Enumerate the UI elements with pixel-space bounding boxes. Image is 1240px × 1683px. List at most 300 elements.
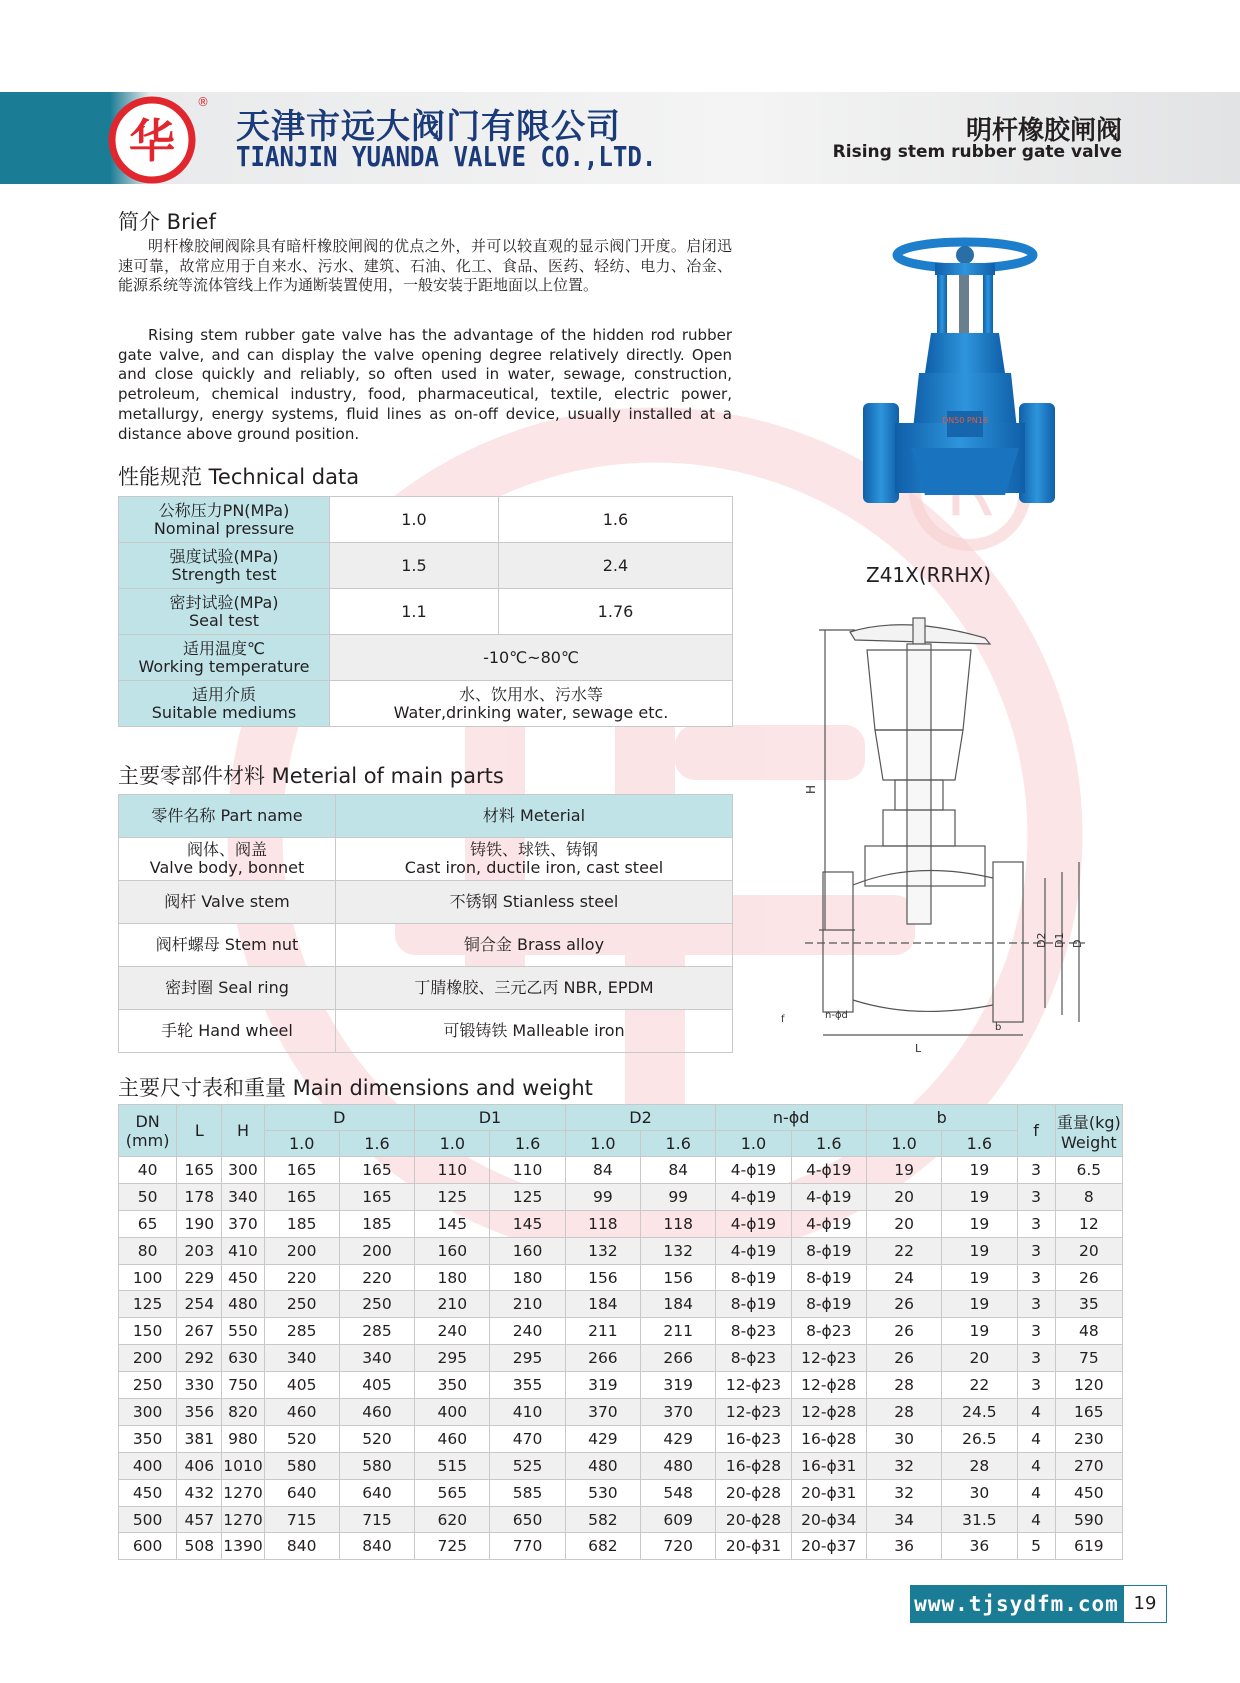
pressure-subheader: 1.6 — [641, 1131, 716, 1157]
table-cell: 200 — [264, 1237, 339, 1264]
table-cell: 132 — [641, 1237, 716, 1264]
table-cell: 4 — [1017, 1506, 1055, 1533]
table-cell: 19 — [942, 1210, 1017, 1237]
table-cell: 99 — [641, 1183, 716, 1210]
table-row — [119, 1399, 1123, 1426]
table-cell: 28 — [866, 1399, 941, 1426]
table-row — [119, 1264, 1123, 1291]
table-cell: 457 — [177, 1506, 222, 1533]
table-cell: 125 — [490, 1183, 565, 1210]
table-cell: 165 — [177, 1157, 222, 1184]
table-cell: 355 — [490, 1372, 565, 1399]
column-header-unit: (mm) — [125, 1130, 170, 1150]
tech-value-cn: 水、饮用水、污水等 — [458, 684, 603, 704]
table-cell: 460 — [339, 1399, 414, 1426]
table-cell: 80 — [119, 1237, 177, 1264]
table-cell: 450 — [119, 1479, 177, 1506]
table-cell: 240 — [415, 1318, 490, 1345]
table-cell: 285 — [264, 1318, 339, 1345]
table-cell: 8-ϕ19 — [791, 1291, 866, 1318]
table-row — [119, 1479, 1123, 1506]
table-cell: 1010 — [222, 1452, 264, 1479]
table-cell: 640 — [339, 1479, 414, 1506]
table-cell: 210 — [415, 1291, 490, 1318]
table-cell: 565 — [415, 1479, 490, 1506]
table-cell: 26 — [866, 1345, 941, 1372]
material: 不锈钢 Stianless steel — [336, 881, 733, 924]
table-cell: 750 — [222, 1372, 264, 1399]
table-cell: 585 — [490, 1479, 565, 1506]
table-cell: 230 — [1055, 1425, 1122, 1452]
table-cell: 16-ϕ28 — [716, 1452, 791, 1479]
table-row — [119, 1157, 1123, 1184]
table-row — [119, 1183, 1123, 1210]
table-cell: 520 — [264, 1425, 339, 1452]
table-cell: 6.5 — [1055, 1157, 1122, 1184]
table-cell: 8-ϕ19 — [791, 1264, 866, 1291]
table-row — [119, 589, 733, 635]
table-cell: 156 — [641, 1264, 716, 1291]
table-cell: 820 — [222, 1399, 264, 1426]
table-cell: 460 — [264, 1399, 339, 1426]
brief-text-en: Rising stem rubber gate valve has the advantage of the hidden rod rubber gate valve, and can display the valve opening degree relatively directly. Open and close quickly and reliably, so often used in water, sewage, construction, petroleum, chemical industry, food, pharmaceutical, textile, electric power, metallurgy, energy systems, fluid lines as on-off device, usually installed at a distance above ground position. — [118, 326, 732, 443]
table-cell: 450 — [222, 1264, 264, 1291]
table-cell: 34 — [866, 1506, 941, 1533]
table-cell: 400 — [119, 1452, 177, 1479]
table-cell: 1270 — [222, 1506, 264, 1533]
table-cell: 26.5 — [942, 1425, 1017, 1452]
table-cell: 19 — [942, 1157, 1017, 1184]
column-header: f — [1017, 1105, 1055, 1157]
table-cell: 619 — [1055, 1533, 1122, 1560]
table-row — [119, 1010, 733, 1053]
parts-heading: 主要零部件材料 Meterial of main parts — [118, 764, 504, 788]
column-header: L — [177, 1105, 222, 1157]
table-cell: 19 — [942, 1183, 1017, 1210]
table-cell: 20 — [942, 1345, 1017, 1372]
table-cell: 4 — [1017, 1479, 1055, 1506]
table-cell: 582 — [565, 1506, 640, 1533]
table-cell: 211 — [565, 1318, 640, 1345]
table-cell: 26 — [1055, 1264, 1122, 1291]
table-row — [119, 681, 733, 727]
table-cell: 185 — [339, 1210, 414, 1237]
table-row — [119, 1506, 1123, 1533]
table-cell: 4-ϕ19 — [791, 1183, 866, 1210]
table-cell: 36 — [866, 1533, 941, 1560]
pressure-subheader: 1.0 — [264, 1131, 339, 1157]
column-header: D1 — [415, 1105, 566, 1131]
tech-value-en: Water,drinking water, sewage etc. — [393, 702, 669, 722]
table-cell: 36 — [942, 1533, 1017, 1560]
table-cell: 16-ϕ28 — [791, 1425, 866, 1452]
table-cell: 19 — [942, 1291, 1017, 1318]
table-cell: 406 — [177, 1452, 222, 1479]
table-cell: 12-ϕ23 — [716, 1399, 791, 1426]
pressure-subheader: 1.6 — [339, 1131, 414, 1157]
material: 丁腈橡胶、三元乙丙 NBR, EPDM — [336, 967, 733, 1010]
tech-value: -10℃~80℃ — [330, 635, 733, 681]
table-cell: 84 — [565, 1157, 640, 1184]
table-cell: 480 — [222, 1291, 264, 1318]
table-cell: 190 — [177, 1210, 222, 1237]
tech-label-cn: 密封试验(MPa) — [169, 592, 279, 612]
table-cell: 580 — [264, 1452, 339, 1479]
table-cell: 410 — [222, 1237, 264, 1264]
company-name-en: TIANJIN YUANDA VALVE CO.,LTD. — [236, 140, 657, 173]
material-cn: 铸铁、球铁、铸钢 — [469, 840, 598, 859]
technical-table — [118, 496, 733, 727]
table-cell: 319 — [641, 1372, 716, 1399]
table-cell: 4-ϕ19 — [791, 1157, 866, 1184]
table-cell: 22 — [866, 1237, 941, 1264]
table-cell: 356 — [177, 1399, 222, 1426]
column-header: b — [866, 1105, 1017, 1131]
table-cell: 12 — [1055, 1210, 1122, 1237]
table-cell: 178 — [177, 1183, 222, 1210]
table-cell: 550 — [222, 1318, 264, 1345]
valve-body-marking: DN50 PN16 — [942, 416, 988, 425]
table-row — [119, 497, 733, 543]
column-header: Weight — [1060, 1132, 1117, 1152]
pressure-subheader: 1.0 — [866, 1131, 941, 1157]
table-cell: 620 — [415, 1506, 490, 1533]
table-cell: 600 — [119, 1533, 177, 1560]
table-cell: 381 — [177, 1425, 222, 1452]
table-cell: 285 — [339, 1318, 414, 1345]
pressure-subheader: 1.0 — [716, 1131, 791, 1157]
table-cell: 28 — [866, 1372, 941, 1399]
tech-value: 1.1 — [330, 589, 499, 635]
table-cell: 8-ϕ19 — [716, 1264, 791, 1291]
table-cell: 3 — [1017, 1318, 1055, 1345]
table-cell: 100 — [119, 1264, 177, 1291]
table-cell: 267 — [177, 1318, 222, 1345]
material: 铜合金 Brass alloy — [336, 924, 733, 967]
table-cell: 3 — [1017, 1372, 1055, 1399]
table-header-row — [119, 1131, 1123, 1157]
table-cell: 20 — [866, 1183, 941, 1210]
table-cell: 650 — [490, 1506, 565, 1533]
table-cell: 12-ϕ23 — [791, 1345, 866, 1372]
table-cell: 500 — [119, 1506, 177, 1533]
table-cell: 165 — [264, 1157, 339, 1184]
table-cell: 340 — [222, 1183, 264, 1210]
table-cell: 125 — [119, 1291, 177, 1318]
table-cell: 292 — [177, 1345, 222, 1372]
table-row — [119, 1452, 1123, 1479]
table-cell: 640 — [264, 1479, 339, 1506]
table-cell: 370 — [641, 1399, 716, 1426]
tech-value: 2.4 — [498, 543, 732, 589]
table-cell: 184 — [641, 1291, 716, 1318]
table-cell: 200 — [119, 1345, 177, 1372]
table-cell: 480 — [565, 1452, 640, 1479]
table-cell: 715 — [339, 1506, 414, 1533]
table-cell: 508 — [177, 1533, 222, 1560]
table-cell: 715 — [264, 1506, 339, 1533]
table-cell: 725 — [415, 1533, 490, 1560]
table-cell: 300 — [222, 1157, 264, 1184]
table-row — [119, 1318, 1123, 1345]
table-row — [119, 1291, 1123, 1318]
column-header: D2 — [565, 1105, 716, 1131]
dim-label-h: H — [804, 784, 818, 794]
table-cell: 8 — [1055, 1183, 1122, 1210]
dim-label-b: b — [995, 1022, 1002, 1033]
table-cell: 3 — [1017, 1291, 1055, 1318]
table-cell: 429 — [565, 1425, 640, 1452]
column-header: 材料 Meterial — [336, 795, 733, 838]
table-cell: 16-ϕ31 — [791, 1452, 866, 1479]
brief-text-cn: 明杆橡胶闸阀除具有暗杆橡胶闸阀的优点之外，并可以较直观的显示阀门开度。启闭迅速可靠，故常应用于自来水、污水、建筑、石油、化工、食品、医药、轻纺、电力、冶金、能源系统等流体管线上作为通断装置使用，一般安装于距地面以上位置。 — [118, 237, 732, 295]
table-row — [119, 881, 733, 924]
dim-label-d2: D2 — [1035, 932, 1048, 948]
table-cell: 26 — [866, 1291, 941, 1318]
part-name: 阀杆螺母 Stem nut — [119, 924, 336, 967]
tech-label-en: Seal test — [188, 610, 260, 630]
tech-value: 1.5 — [330, 543, 499, 589]
table-cell: 520 — [339, 1425, 414, 1452]
table-cell: 4-ϕ19 — [716, 1237, 791, 1264]
table-cell: 32 — [866, 1479, 941, 1506]
table-cell: 1390 — [222, 1533, 264, 1560]
table-cell: 3 — [1017, 1345, 1055, 1372]
table-cell: 156 — [565, 1264, 640, 1291]
dim-label-d1: D1 — [1053, 932, 1066, 948]
column-header: 零件名称 Part name — [119, 795, 336, 838]
table-cell: 240 — [490, 1318, 565, 1345]
table-cell: 26 — [866, 1318, 941, 1345]
tech-label-en: Suitable mediums — [151, 702, 297, 722]
table-cell: 8-ϕ23 — [716, 1318, 791, 1345]
table-cell: 3 — [1017, 1157, 1055, 1184]
table-cell: 20 — [866, 1210, 941, 1237]
website-url[interactable]: www.tjsydfm.com — [910, 1585, 1123, 1623]
table-cell: 295 — [490, 1345, 565, 1372]
table-cell: 266 — [641, 1345, 716, 1372]
table-row — [119, 1372, 1123, 1399]
pressure-subheader: 1.6 — [942, 1131, 1017, 1157]
table-cell: 118 — [565, 1210, 640, 1237]
table-cell: 4-ϕ19 — [791, 1210, 866, 1237]
table-cell: 132 — [565, 1237, 640, 1264]
table-cell: 515 — [415, 1452, 490, 1479]
table-cell: 19 — [942, 1237, 1017, 1264]
column-header: H — [222, 1105, 264, 1157]
table-cell: 110 — [415, 1157, 490, 1184]
tech-label-cn: 适用介质 — [191, 684, 256, 704]
table-cell: 40 — [119, 1157, 177, 1184]
part-name: 手轮 Hand wheel — [119, 1010, 336, 1053]
table-cell: 12-ϕ28 — [791, 1399, 866, 1426]
table-cell: 250 — [264, 1291, 339, 1318]
table-cell: 340 — [339, 1345, 414, 1372]
table-cell: 165 — [264, 1183, 339, 1210]
table-cell: 160 — [490, 1237, 565, 1264]
table-cell: 184 — [565, 1291, 640, 1318]
table-cell: 980 — [222, 1425, 264, 1452]
table-cell: 609 — [641, 1506, 716, 1533]
table-cell: 165 — [1055, 1399, 1122, 1426]
table-cell: 370 — [565, 1399, 640, 1426]
table-cell: 530 — [565, 1479, 640, 1506]
table-cell: 525 — [490, 1452, 565, 1479]
table-cell: 180 — [415, 1264, 490, 1291]
table-cell: 432 — [177, 1479, 222, 1506]
part-name-cn: 阀体、阀盖 — [186, 840, 267, 859]
table-cell: 295 — [415, 1345, 490, 1372]
table-cell: 75 — [1055, 1345, 1122, 1372]
table-row — [119, 924, 733, 967]
pressure-subheader: 1.6 — [490, 1131, 565, 1157]
dim-label-nd: n-ϕd — [825, 1010, 848, 1021]
table-cell: 20-ϕ28 — [716, 1479, 791, 1506]
column-header: DN — [135, 1111, 160, 1131]
table-row — [119, 1533, 1123, 1560]
table-cell: 20-ϕ34 — [791, 1506, 866, 1533]
logo-char: 华 — [129, 114, 175, 168]
dim-label-l: L — [915, 1042, 922, 1055]
table-cell: 125 — [415, 1183, 490, 1210]
page-title-en: Rising stem rubber gate valve — [832, 142, 1122, 162]
table-cell: 150 — [119, 1318, 177, 1345]
valve-product-image — [855, 233, 1055, 543]
table-cell: 460 — [415, 1425, 490, 1452]
table-cell: 203 — [177, 1237, 222, 1264]
table-cell: 8-ϕ19 — [716, 1291, 791, 1318]
table-cell: 50 — [119, 1183, 177, 1210]
table-cell: 31.5 — [942, 1506, 1017, 1533]
table-cell: 250 — [339, 1291, 414, 1318]
table-row — [119, 1210, 1123, 1237]
table-cell: 220 — [264, 1264, 339, 1291]
table-row — [119, 1345, 1123, 1372]
table-cell: 22 — [942, 1372, 1017, 1399]
material-en: Cast iron, ductile iron, cast steel — [404, 858, 664, 877]
part-name: 阀杆 Valve stem — [119, 881, 336, 924]
column-header: D — [264, 1105, 415, 1131]
table-cell: 405 — [339, 1372, 414, 1399]
page-title-cn: 明杆橡胶闸阀 — [965, 116, 1122, 146]
table-cell: 3 — [1017, 1264, 1055, 1291]
table-cell: 99 — [565, 1183, 640, 1210]
table-cell: 370 — [222, 1210, 264, 1237]
material: 可锻铸铁 Malleable iron — [336, 1010, 733, 1053]
table-cell: 250 — [119, 1372, 177, 1399]
table-cell: 8-ϕ23 — [791, 1318, 866, 1345]
dimensions-heading: 主要尺寸表和重量 Main dimensions and weight — [118, 1076, 593, 1100]
pressure-subheader: 1.0 — [415, 1131, 490, 1157]
valve-dimension-drawing — [781, 610, 1095, 1060]
dim-label-d: D — [1071, 939, 1084, 948]
table-cell: 165 — [339, 1157, 414, 1184]
tech-label-en: Strength test — [171, 564, 277, 584]
tech-label-cn: 适用温度℃ — [183, 638, 265, 658]
logo-registered-mark: ® — [197, 95, 209, 109]
table-cell: 180 — [490, 1264, 565, 1291]
table-cell: 20-ϕ31 — [716, 1533, 791, 1560]
company-name-cn: 天津市远大阀门有限公司 — [236, 107, 621, 147]
table-cell: 450 — [1055, 1479, 1122, 1506]
table-cell: 30 — [942, 1479, 1017, 1506]
table-cell: 405 — [264, 1372, 339, 1399]
table-cell: 350 — [415, 1372, 490, 1399]
table-cell: 5 — [1017, 1533, 1055, 1560]
table-header-row — [119, 1105, 1123, 1131]
table-cell: 24.5 — [942, 1399, 1017, 1426]
table-cell: 210 — [490, 1291, 565, 1318]
table-cell: 300 — [119, 1399, 177, 1426]
table-row — [119, 967, 733, 1010]
table-cell: 32 — [866, 1452, 941, 1479]
tech-value: 1.0 — [330, 497, 499, 543]
table-cell: 3 — [1017, 1183, 1055, 1210]
part-name-en: Valve body, bonnet — [149, 858, 305, 877]
tech-label-en: Nominal pressure — [153, 518, 295, 538]
table-cell: 319 — [565, 1372, 640, 1399]
table-cell: 840 — [264, 1533, 339, 1560]
part-name: 密封圈 Seal ring — [119, 967, 336, 1010]
table-cell: 8-ϕ23 — [716, 1345, 791, 1372]
table-cell: 548 — [641, 1479, 716, 1506]
table-cell: 470 — [490, 1425, 565, 1452]
table-cell: 220 — [339, 1264, 414, 1291]
table-cell: 630 — [222, 1345, 264, 1372]
table-row — [119, 635, 733, 681]
table-cell: 160 — [415, 1237, 490, 1264]
table-cell: 12-ϕ23 — [716, 1372, 791, 1399]
table-cell: 340 — [264, 1345, 339, 1372]
table-row — [119, 1425, 1123, 1452]
table-cell: 48 — [1055, 1318, 1122, 1345]
table-cell: 145 — [490, 1210, 565, 1237]
table-cell: 12-ϕ28 — [791, 1372, 866, 1399]
table-cell: 590 — [1055, 1506, 1122, 1533]
table-cell: 19 — [942, 1264, 1017, 1291]
table-cell: 1270 — [222, 1479, 264, 1506]
table-cell: 4-ϕ19 — [716, 1210, 791, 1237]
table-cell: 4-ϕ19 — [716, 1157, 791, 1184]
table-cell: 4 — [1017, 1452, 1055, 1479]
technical-heading: 性能规范 Technical data — [118, 465, 360, 489]
table-cell: 480 — [641, 1452, 716, 1479]
table-cell: 8-ϕ19 — [791, 1237, 866, 1264]
table-cell: 3 — [1017, 1210, 1055, 1237]
table-cell: 24 — [866, 1264, 941, 1291]
table-cell: 770 — [490, 1533, 565, 1560]
pressure-subheader: 1.6 — [791, 1131, 866, 1157]
tech-label-en: Working temperature — [138, 656, 310, 676]
column-header: 重量(kg) — [1056, 1112, 1121, 1132]
table-cell: 19 — [866, 1157, 941, 1184]
table-cell: 266 — [565, 1345, 640, 1372]
table-cell: 118 — [641, 1210, 716, 1237]
parts-table — [118, 794, 733, 1053]
table-cell: 65 — [119, 1210, 177, 1237]
table-row — [119, 543, 733, 589]
column-header: n-ϕd — [716, 1105, 867, 1131]
table-cell: 580 — [339, 1452, 414, 1479]
tech-value: 1.76 — [498, 589, 732, 635]
brief-heading: 简介 Brief — [118, 210, 216, 234]
table-header-row — [119, 795, 733, 838]
dim-label-f: f — [781, 1014, 785, 1025]
table-cell: 165 — [339, 1183, 414, 1210]
table-cell: 84 — [641, 1157, 716, 1184]
table-cell: 270 — [1055, 1452, 1122, 1479]
table-cell: 20-ϕ37 — [791, 1533, 866, 1560]
